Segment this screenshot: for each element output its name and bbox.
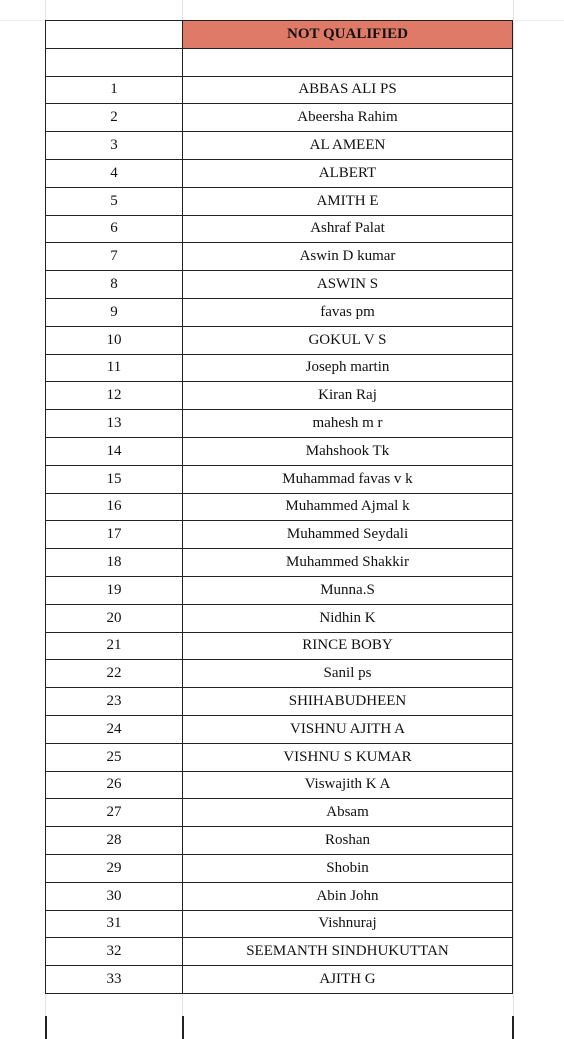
row-number-cell[interactable]: 19 <box>46 576 183 604</box>
gridline <box>513 0 514 1039</box>
row-name-cell[interactable]: AJITH G <box>183 966 513 994</box>
row-name-cell[interactable]: VISHNU S KUMAR <box>183 743 513 771</box>
row-name-cell[interactable]: Shobin <box>183 854 513 882</box>
row-name-cell[interactable]: SHIHABUDHEEN <box>183 688 513 716</box>
table-row <box>46 465 513 493</box>
column-border <box>182 1016 184 1039</box>
table-row <box>46 771 513 799</box>
not-qualified-table <box>45 20 513 994</box>
row-name-cell[interactable]: Abin John <box>183 882 513 910</box>
table-row <box>46 159 513 187</box>
blank-number-cell[interactable] <box>46 48 183 76</box>
table-row <box>46 966 513 994</box>
row-name-cell[interactable]: Viswajith K A <box>183 771 513 799</box>
table-row <box>46 493 513 521</box>
table-row <box>46 882 513 910</box>
table-row <box>46 271 513 299</box>
row-name-cell[interactable]: AMITH E <box>183 187 513 215</box>
column-border <box>512 1016 514 1039</box>
row-name-cell[interactable]: Muhammed Seydali <box>183 521 513 549</box>
table-row <box>46 604 513 632</box>
column-border <box>45 1016 47 1039</box>
table-row <box>46 854 513 882</box>
row-number-cell[interactable]: 22 <box>46 660 183 688</box>
row-number-cell[interactable]: 7 <box>46 243 183 271</box>
row-name-cell[interactable]: Muhammad favas v k <box>183 465 513 493</box>
row-number-cell[interactable]: 18 <box>46 549 183 577</box>
row-name-cell[interactable]: Abeersha Rahim <box>183 104 513 132</box>
row-name-cell[interactable]: Roshan <box>183 827 513 855</box>
row-name-cell[interactable]: Kiran Raj <box>183 382 513 410</box>
table-row <box>46 715 513 743</box>
table-row <box>46 76 513 104</box>
row-number-cell[interactable]: 16 <box>46 493 183 521</box>
row-number-cell[interactable]: 30 <box>46 882 183 910</box>
row-name-cell[interactable]: AL AMEEN <box>183 132 513 160</box>
table-row <box>46 632 513 660</box>
blank-name-cell[interactable] <box>183 48 513 76</box>
row-number-cell[interactable]: 29 <box>46 854 183 882</box>
row-name-cell[interactable]: Muhammed Shakkir <box>183 549 513 577</box>
row-number-cell[interactable]: 11 <box>46 354 183 382</box>
row-name-cell[interactable]: Nidhin K <box>183 604 513 632</box>
table-row <box>46 660 513 688</box>
row-number-cell[interactable]: 9 <box>46 298 183 326</box>
row-number-cell[interactable]: 25 <box>46 743 183 771</box>
row-number-cell[interactable]: 27 <box>46 799 183 827</box>
row-name-cell[interactable]: Sanil ps <box>183 660 513 688</box>
row-name-cell[interactable]: Mahshook Tk <box>183 437 513 465</box>
row-number-cell[interactable]: 6 <box>46 215 183 243</box>
row-number-cell[interactable]: 24 <box>46 715 183 743</box>
table-row <box>46 576 513 604</box>
table-row <box>46 521 513 549</box>
row-name-cell[interactable]: GOKUL V S <box>183 326 513 354</box>
row-name-cell[interactable]: SEEMANTH SINDHUKUTTAN <box>183 938 513 966</box>
row-number-cell[interactable]: 21 <box>46 632 183 660</box>
table-row <box>46 938 513 966</box>
row-number-cell[interactable]: 2 <box>46 104 183 132</box>
header-title-cell[interactable]: NOT QUALIFIED <box>183 21 513 49</box>
table-row <box>46 743 513 771</box>
table-row <box>46 410 513 438</box>
row-name-cell[interactable]: mahesh m r <box>183 410 513 438</box>
row-number-cell[interactable]: 8 <box>46 271 183 299</box>
row-name-cell[interactable]: ABBAS ALI PS <box>183 76 513 104</box>
table-row <box>46 187 513 215</box>
row-name-cell[interactable]: Muhammed Ajmal k <box>183 493 513 521</box>
row-name-cell[interactable]: RINCE BOBY <box>183 632 513 660</box>
header-number-cell[interactable] <box>46 21 183 49</box>
table-row <box>46 132 513 160</box>
table-row <box>46 799 513 827</box>
row-number-cell[interactable]: 31 <box>46 910 183 938</box>
row-name-cell[interactable]: ASWIN S <box>183 271 513 299</box>
table-row <box>46 354 513 382</box>
table-row <box>46 104 513 132</box>
row-name-cell[interactable]: Ashraf Palat <box>183 215 513 243</box>
row-name-cell[interactable]: Joseph martin <box>183 354 513 382</box>
header-row <box>46 21 513 49</box>
row-name-cell[interactable]: Vishnuraj <box>183 910 513 938</box>
row-name-cell[interactable]: ALBERT <box>183 159 513 187</box>
row-number-cell[interactable]: 13 <box>46 410 183 438</box>
row-number-cell[interactable]: 26 <box>46 771 183 799</box>
row-number-cell[interactable]: 23 <box>46 688 183 716</box>
row-number-cell[interactable]: 20 <box>46 604 183 632</box>
row-number-cell[interactable]: 32 <box>46 938 183 966</box>
row-number-cell[interactable]: 28 <box>46 827 183 855</box>
row-number-cell[interactable]: 15 <box>46 465 183 493</box>
table-row <box>46 382 513 410</box>
row-name-cell[interactable]: favas pm <box>183 298 513 326</box>
table-row <box>46 827 513 855</box>
row-number-cell[interactable]: 1 <box>46 76 183 104</box>
table-row <box>46 243 513 271</box>
row-name-cell[interactable]: VISHNU AJITH A <box>183 715 513 743</box>
blank-row <box>46 48 513 76</box>
row-number-cell[interactable]: 3 <box>46 132 183 160</box>
row-number-cell[interactable]: 12 <box>46 382 183 410</box>
row-number-cell[interactable]: 5 <box>46 187 183 215</box>
row-number-cell[interactable]: 17 <box>46 521 183 549</box>
table-row <box>46 910 513 938</box>
row-number-cell[interactable]: 14 <box>46 437 183 465</box>
row-name-cell[interactable]: Absam <box>183 799 513 827</box>
row-number-cell[interactable]: 33 <box>46 966 183 994</box>
table-row <box>46 326 513 354</box>
table-row <box>46 298 513 326</box>
table-row <box>46 437 513 465</box>
row-name-cell[interactable]: Aswin D kumar <box>183 243 513 271</box>
table-row <box>46 688 513 716</box>
table-row <box>46 215 513 243</box>
row-number-cell[interactable]: 4 <box>46 159 183 187</box>
table-row <box>46 549 513 577</box>
row-name-cell[interactable]: Munna.S <box>183 576 513 604</box>
row-number-cell[interactable]: 10 <box>46 326 183 354</box>
